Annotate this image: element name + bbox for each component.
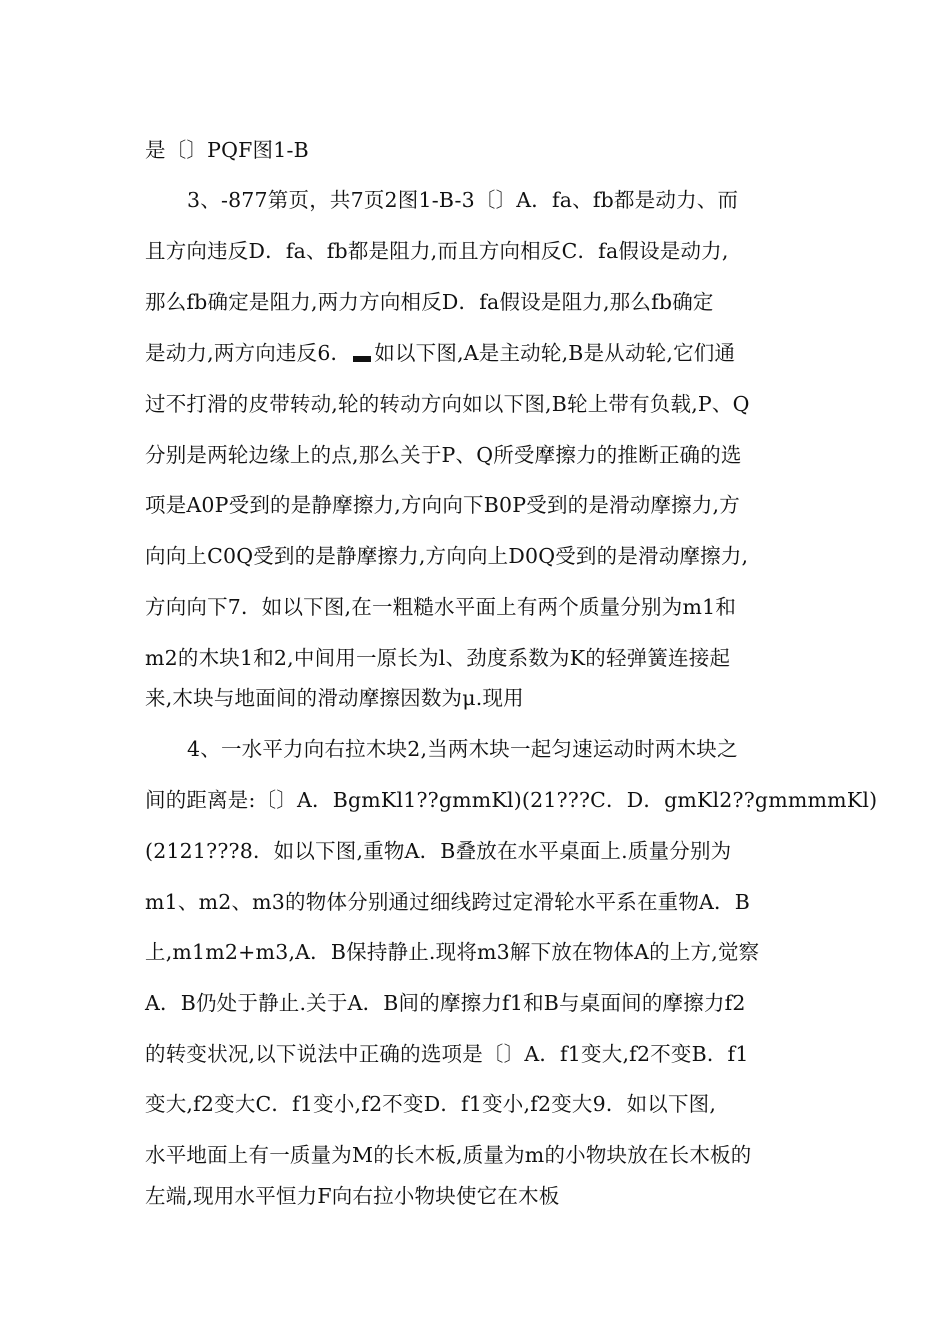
text-line: (2121???8．如以下图,重物A．B叠放在水平桌面上.质量分别为 xyxy=(145,839,732,863)
text-line: 向向上C0Q受到的是静摩擦力,方向向上D0Q受到的是滑动摩擦力, xyxy=(145,544,749,568)
text-line: A．B仍处于静止.关于A．B间的摩擦力f1和B与桌面间的摩擦力f2 xyxy=(145,991,746,1015)
text-line: 项是A0P受到的是静摩擦力,方向向下B0P受到的是滑动摩擦力,方 xyxy=(145,493,740,517)
text-segment: 如以下图,A是主动轮,B是从动轮,它们通 xyxy=(374,341,736,365)
text-line: 4、一水平力向右拉木块2,当两木块一起匀速运动时两木块之 xyxy=(187,737,738,761)
text-line: 间的距离是:〔〕A．BgmKl1??gmmKl)(21???C．D．gmKl2??gmmmmKl) xyxy=(145,788,878,812)
text-line: 过不打滑的皮带转动,轮的转动方向如以下图,B轮上带有负载,P、Q xyxy=(145,392,750,416)
text-line: 且方向违反D．fa、fb都是阻力,而且方向相反C．fa假设是动力, xyxy=(145,239,729,263)
text-line: m1、m2、m3的物体分别通过细线跨过定滑轮水平系在重物A．B xyxy=(145,890,751,914)
text-line: 那么fb确定是阻力,两力方向相反D．fa假设是阻力,那么fb确定 xyxy=(145,290,714,314)
text-line: 水平地面上有一质量为M的长木板,质量为m的小物块放在长木板的 xyxy=(145,1143,752,1167)
text-line: 方向向下7．如以下图,在一粗糙水平面上有两个质量分别为m1和 xyxy=(145,595,737,619)
text-line: 变大,f2变大C．f1变小,f2不变D．f1变小,f2变大9．如以下图, xyxy=(145,1092,717,1116)
text-line: m2的木块1和2,中间用一原长为l、劲度系数为K的轻弹簧连接起 xyxy=(145,646,731,670)
text-line: 分别是两轮边缘上的点,那么关于P、Q所受摩擦力的推断正确的选 xyxy=(145,443,742,467)
redaction-mark xyxy=(353,356,371,362)
text-line: 左端,现用水平恒力F向右拉小物块使它在木板 xyxy=(145,1184,560,1208)
text-line: 是〔〕PQF图1-B xyxy=(145,138,309,162)
text-line: 3、-877第页，共7页2图1-B-3〔〕A．fa、fb都是动力、而 xyxy=(187,188,739,212)
text-line: 的转变状况,以下说法中正确的选项是〔〕A．f1变大,f2不变B．f1 xyxy=(145,1042,749,1066)
text-line: 来,木块与地面间的滑动摩擦因数为μ.现用 xyxy=(145,686,524,710)
text-segment: 是动力,两方向违反6． xyxy=(145,341,352,365)
text-line: 上,m1m2+m3,A．B保持静止.现将m3解下放在物体A的上方,觉察 xyxy=(145,940,760,964)
text-line-with-mark xyxy=(145,338,815,368)
